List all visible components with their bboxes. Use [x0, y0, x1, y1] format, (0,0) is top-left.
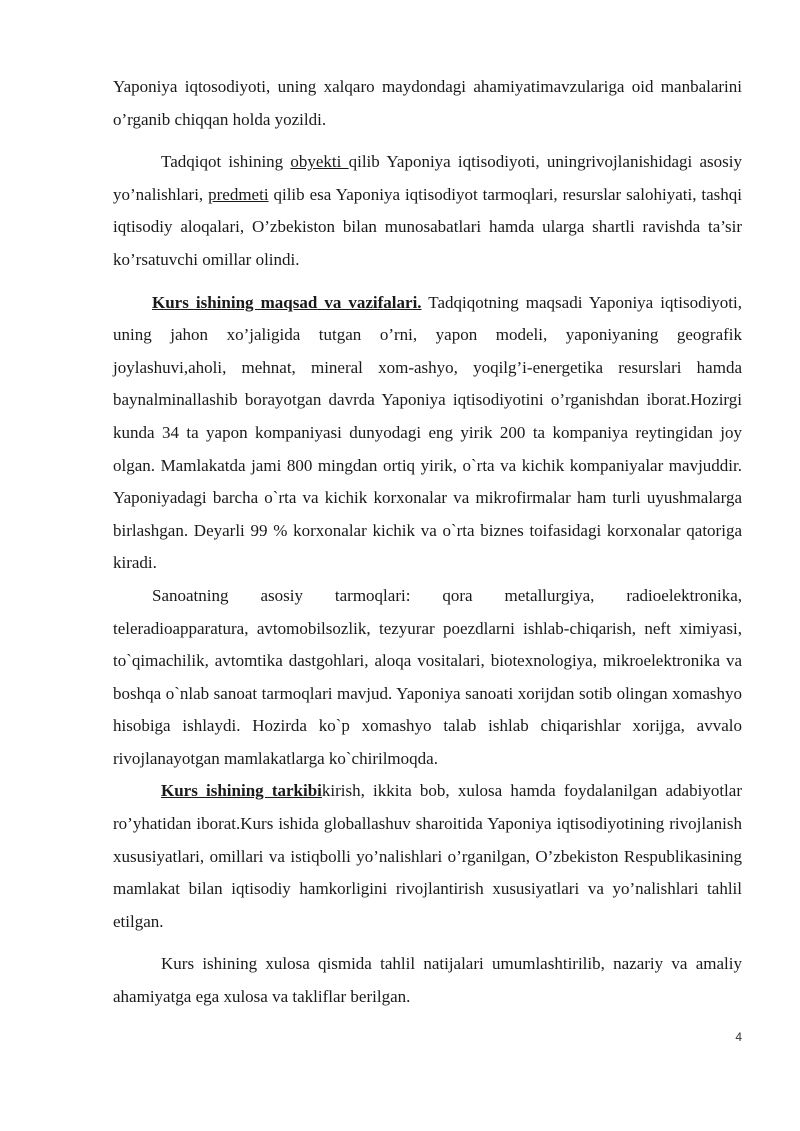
term-predmeti: predmeti	[208, 184, 269, 204]
paragraph-structure-text: kirish, ikkita bob, xulosa hamda foydalanilgan adabiyotlar ro’yhatidan iborat.Kurs ishida globallashuv sharoitida Yaponiya iqtisodiyotining rivojlanish xususiyatlari, omillari va istiqbolli yo’nalishlari o’rganilgan, O’zbekiston Respublikasining mamlakat bilan iqtisodiy hamkorligini rivojlantirish xususiyatlari va yo’nalishlari tahlil etilgan.	[113, 781, 742, 931]
term-obyekti: obyekti	[290, 152, 349, 172]
paragraph-object-text-1: Tadqiqot ishining	[161, 152, 291, 172]
paragraph-object-text-3: qilib esa Yaponiya iqtisodiyot tarmoqlari, resurslar salohiyati, tashqi iqtisodiy aloqalari, O’zbekiston bilan munosabatlari hamda ularga shartli ravishda ta’sir ko’rsatuvchi omillar olindi.	[113, 184, 742, 269]
paragraph-industry: Sanoatning asosiy tarmoqlari: qora metallurgiya, radioelektronika, teleradioapparatura, avtomobilsozlik, tezyurar poezdlarni ishlab-chiqarish, neft ximiyasi, to`qimachilik, avtomtika dastgohlari, aloqa vositalari, biotexnologiya, mikroelektronika va boshqa o`nlab sanoat tarmoqlari mavjud. Yaponiya sanoati xorijdan sotib olingan xomashyo hisobiga ishlaydi. Hozirda ko`p xomashyo talab ishlab chiqarishlar xorijga, avvalo rivojlanayotgan mamlakatlarga ko`chirilmoqda.	[113, 585, 742, 768]
paragraph-intro: Yaponiya iqtosodiyoti, uning xalqaro maydondagi ahamiyatimavzulariga oid manbalarini o’rganib chiqqan holda yozildi.	[113, 77, 742, 129]
paragraph-object-subject	[113, 146, 742, 276]
document-body	[113, 71, 742, 1014]
paragraph-structure	[113, 775, 742, 938]
paragraph-conclusion: Kurs ishining xulosa qismida tahlil natijalari umumlashtirilib, nazariy va amaliy ahamiyatga ega xulosa va takliflar berilgan.	[113, 954, 742, 1007]
heading-goals: Kurs ishining maqsad va vazifalari.	[152, 292, 422, 312]
paragraph-goals-text: Tadqiqotning maqsadi Yaponiya iqtisodiyoti, uning jahon xo’jaligida tutgan o’rni, yapon modeli, yaponiyaning geografik joylashuvi,aholi, mehnat, mineral xom-ashyo, yoqilg’i-energetika resurslari hamda baynalminallashib borayotgan davrda Yaponiya iqtisodiyotini o’rganishdan iborat.Hozirgi kunda 34 ta yapon kompaniyasi dunyodagi eng yirik 200 ta kompaniya reytingidan joy olgan. Mamlakatda jami 800 mingdan ortiq yirik, o`rta va kichik kompaniyalar mavjuddir. Yaponiyadagi barcha o`rta va kichik korxonalar va mikrofirmalar ham turli uyushmalarga birlashgan. Deyarli 99 % korxonalar kichik va o`rta biznes toifasidagi korxonalar qatoriga kiradi.	[113, 292, 742, 573]
paragraph-goals	[113, 287, 742, 580]
heading-structure: Kurs ishining tarkibi	[161, 781, 322, 801]
page-number: 4	[735, 1030, 742, 1044]
paragraph-object-text-2: qilib Yaponiya iqtisodiyoti, uningrivojlanishidagi asosiy yo’nalishlari,	[113, 152, 742, 204]
